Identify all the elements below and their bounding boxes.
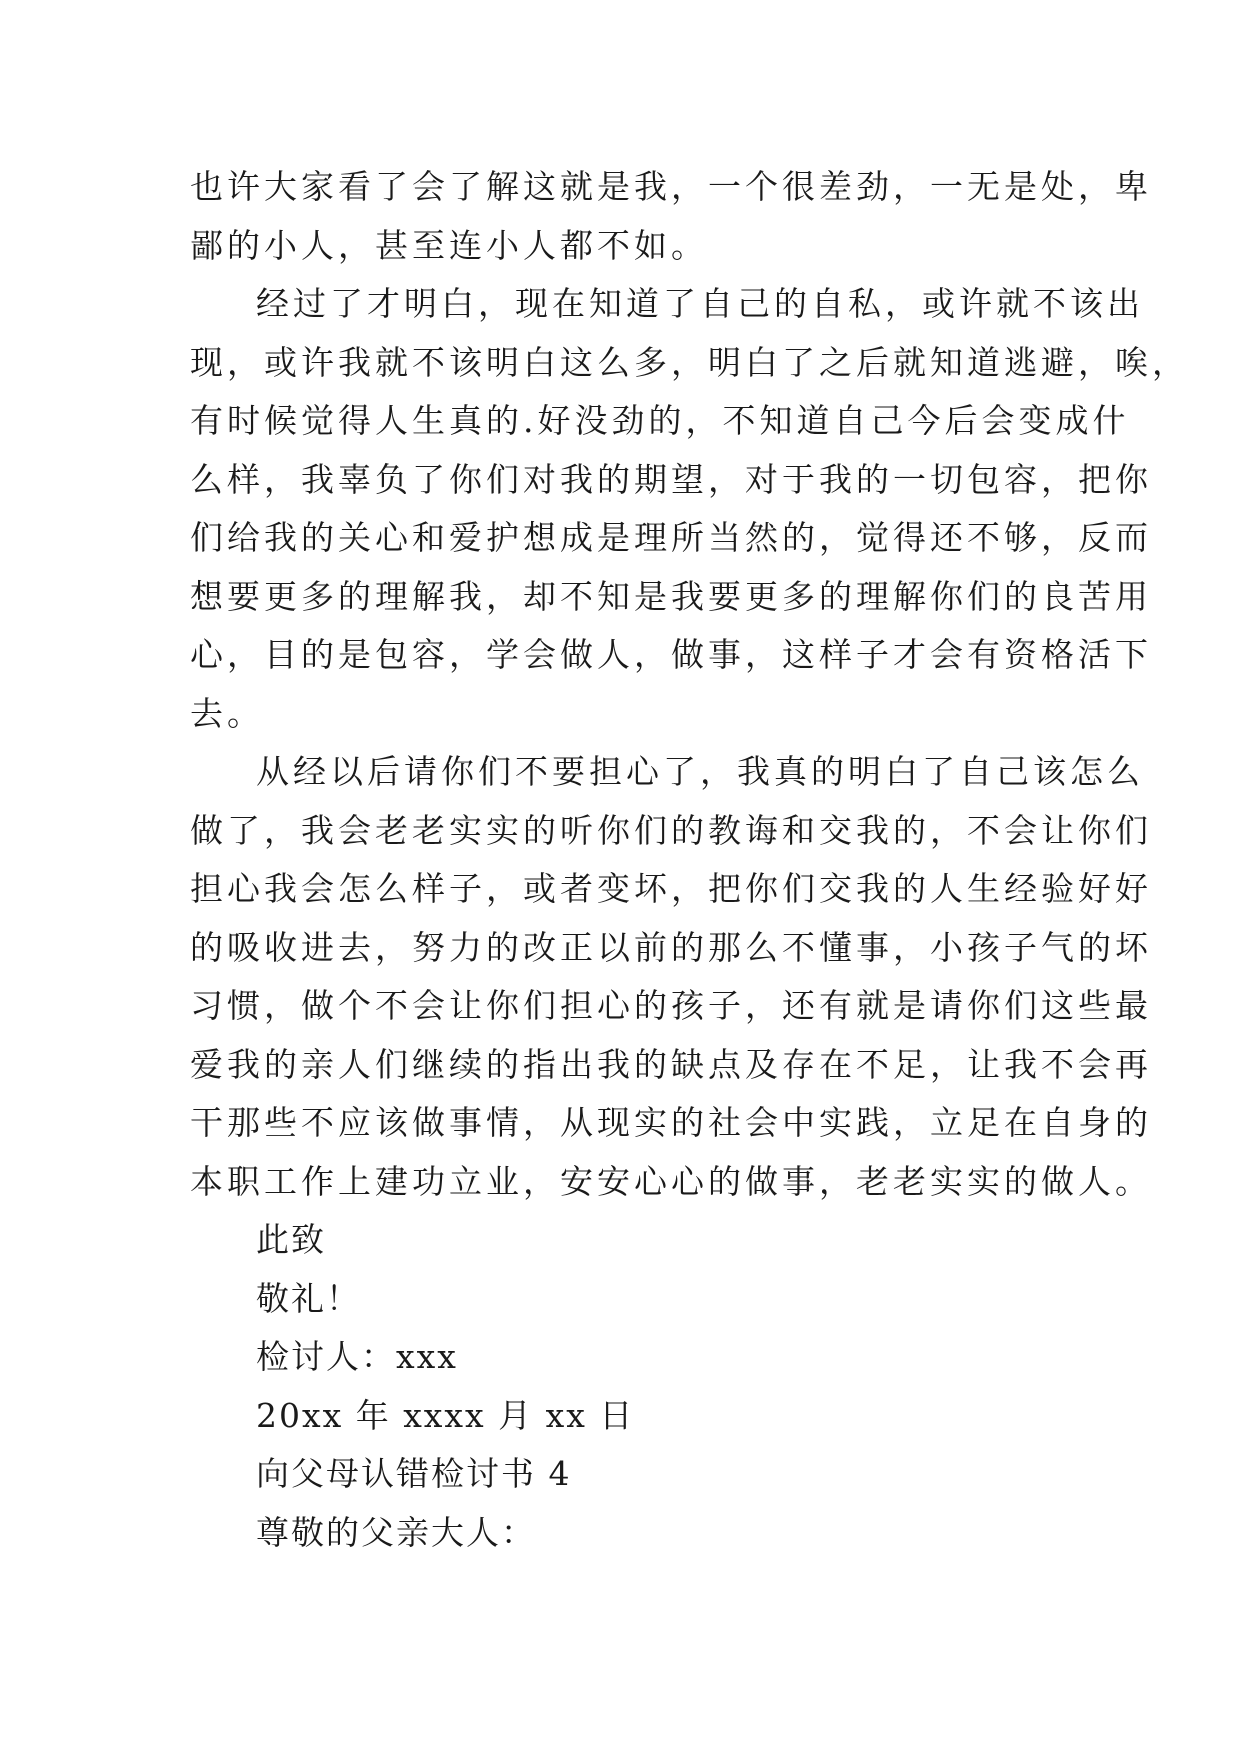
salutation-line-1: 此致 (256, 1220, 326, 1259)
paragraph-2 (190, 275, 1189, 743)
greeting-line: 尊敬的父亲大人： (256, 1512, 536, 1552)
paragraph-line: 有时候觉得人生真的.好没劲的，不知道自己今后会变成什 (190, 401, 1130, 440)
paragraph-line: 习惯，做个不会让你们担心的孩子，还有就是请你们这些最 (190, 986, 1152, 1025)
paragraph-line: 爱我的亲人们继续的指出我的缺点及存在不足，让我不会再 (190, 1044, 1152, 1084)
paragraph-line: 从经以后请你们不要担心了，我真的明白了自己该怎么 (256, 752, 1144, 791)
paragraph-line: 鄙的小人，甚至连小人都不如。 (190, 225, 708, 265)
paragraph-line: 干那些不应该做事情，从现实的社会中实践，立足在自身的 (190, 1103, 1152, 1142)
paragraph-line: 的吸收进去，努力的改正以前的那么不懂事，小孩子气的坏 (190, 927, 1152, 967)
date-line: 20xx 年 xxxx 月 xx 日 (256, 1395, 635, 1435)
paragraph-line: 去。 (190, 693, 264, 733)
paragraph-line: 也许大家看了会了解这就是我，一个很差劲，一无是处，卑 (190, 167, 1152, 206)
closing-block (190, 1211, 1070, 1562)
paragraph-line: 担心我会怎么样子，或者变坏，把你们交我的人生经验好好 (190, 869, 1152, 908)
paragraph-line: 么样，我辜负了你们对我的期望，对于我的一切包容，把你 (190, 459, 1152, 499)
paragraph-line: 想要更多的理解我，却不知是我要更多的理解你们的良苦用 (190, 576, 1152, 616)
paragraph-1 (190, 158, 1152, 275)
paragraph-3 (190, 743, 1152, 1211)
document-body (190, 158, 1189, 1562)
section-title: 向父母认错检讨书 4 (256, 1454, 572, 1493)
signer-line: 检讨人：xxx (256, 1337, 458, 1376)
paragraph-line: 现，或许我就不该明白这么多，明白了之后就知道逃避，唉， (190, 342, 1189, 382)
paragraph-line: 心，目的是包容，学会做人，做事，这样子才会有资格活下 (190, 635, 1152, 674)
paragraph-line: 本职工作上建功立业，安安心心的做事，老老实实的做人。 (190, 1161, 1152, 1201)
paragraph-line: 经过了才明白，现在知道了自己的自私，或许就不该出 (256, 284, 1144, 323)
paragraph-line: 们给我的关心和爱护想成是理所当然的，觉得还不够，反而 (190, 518, 1152, 557)
paragraph-line: 做了，我会老老实实的听你们的教诲和交我的，不会让你们 (190, 810, 1152, 850)
salutation-line-2: 敬礼！ (256, 1278, 361, 1318)
